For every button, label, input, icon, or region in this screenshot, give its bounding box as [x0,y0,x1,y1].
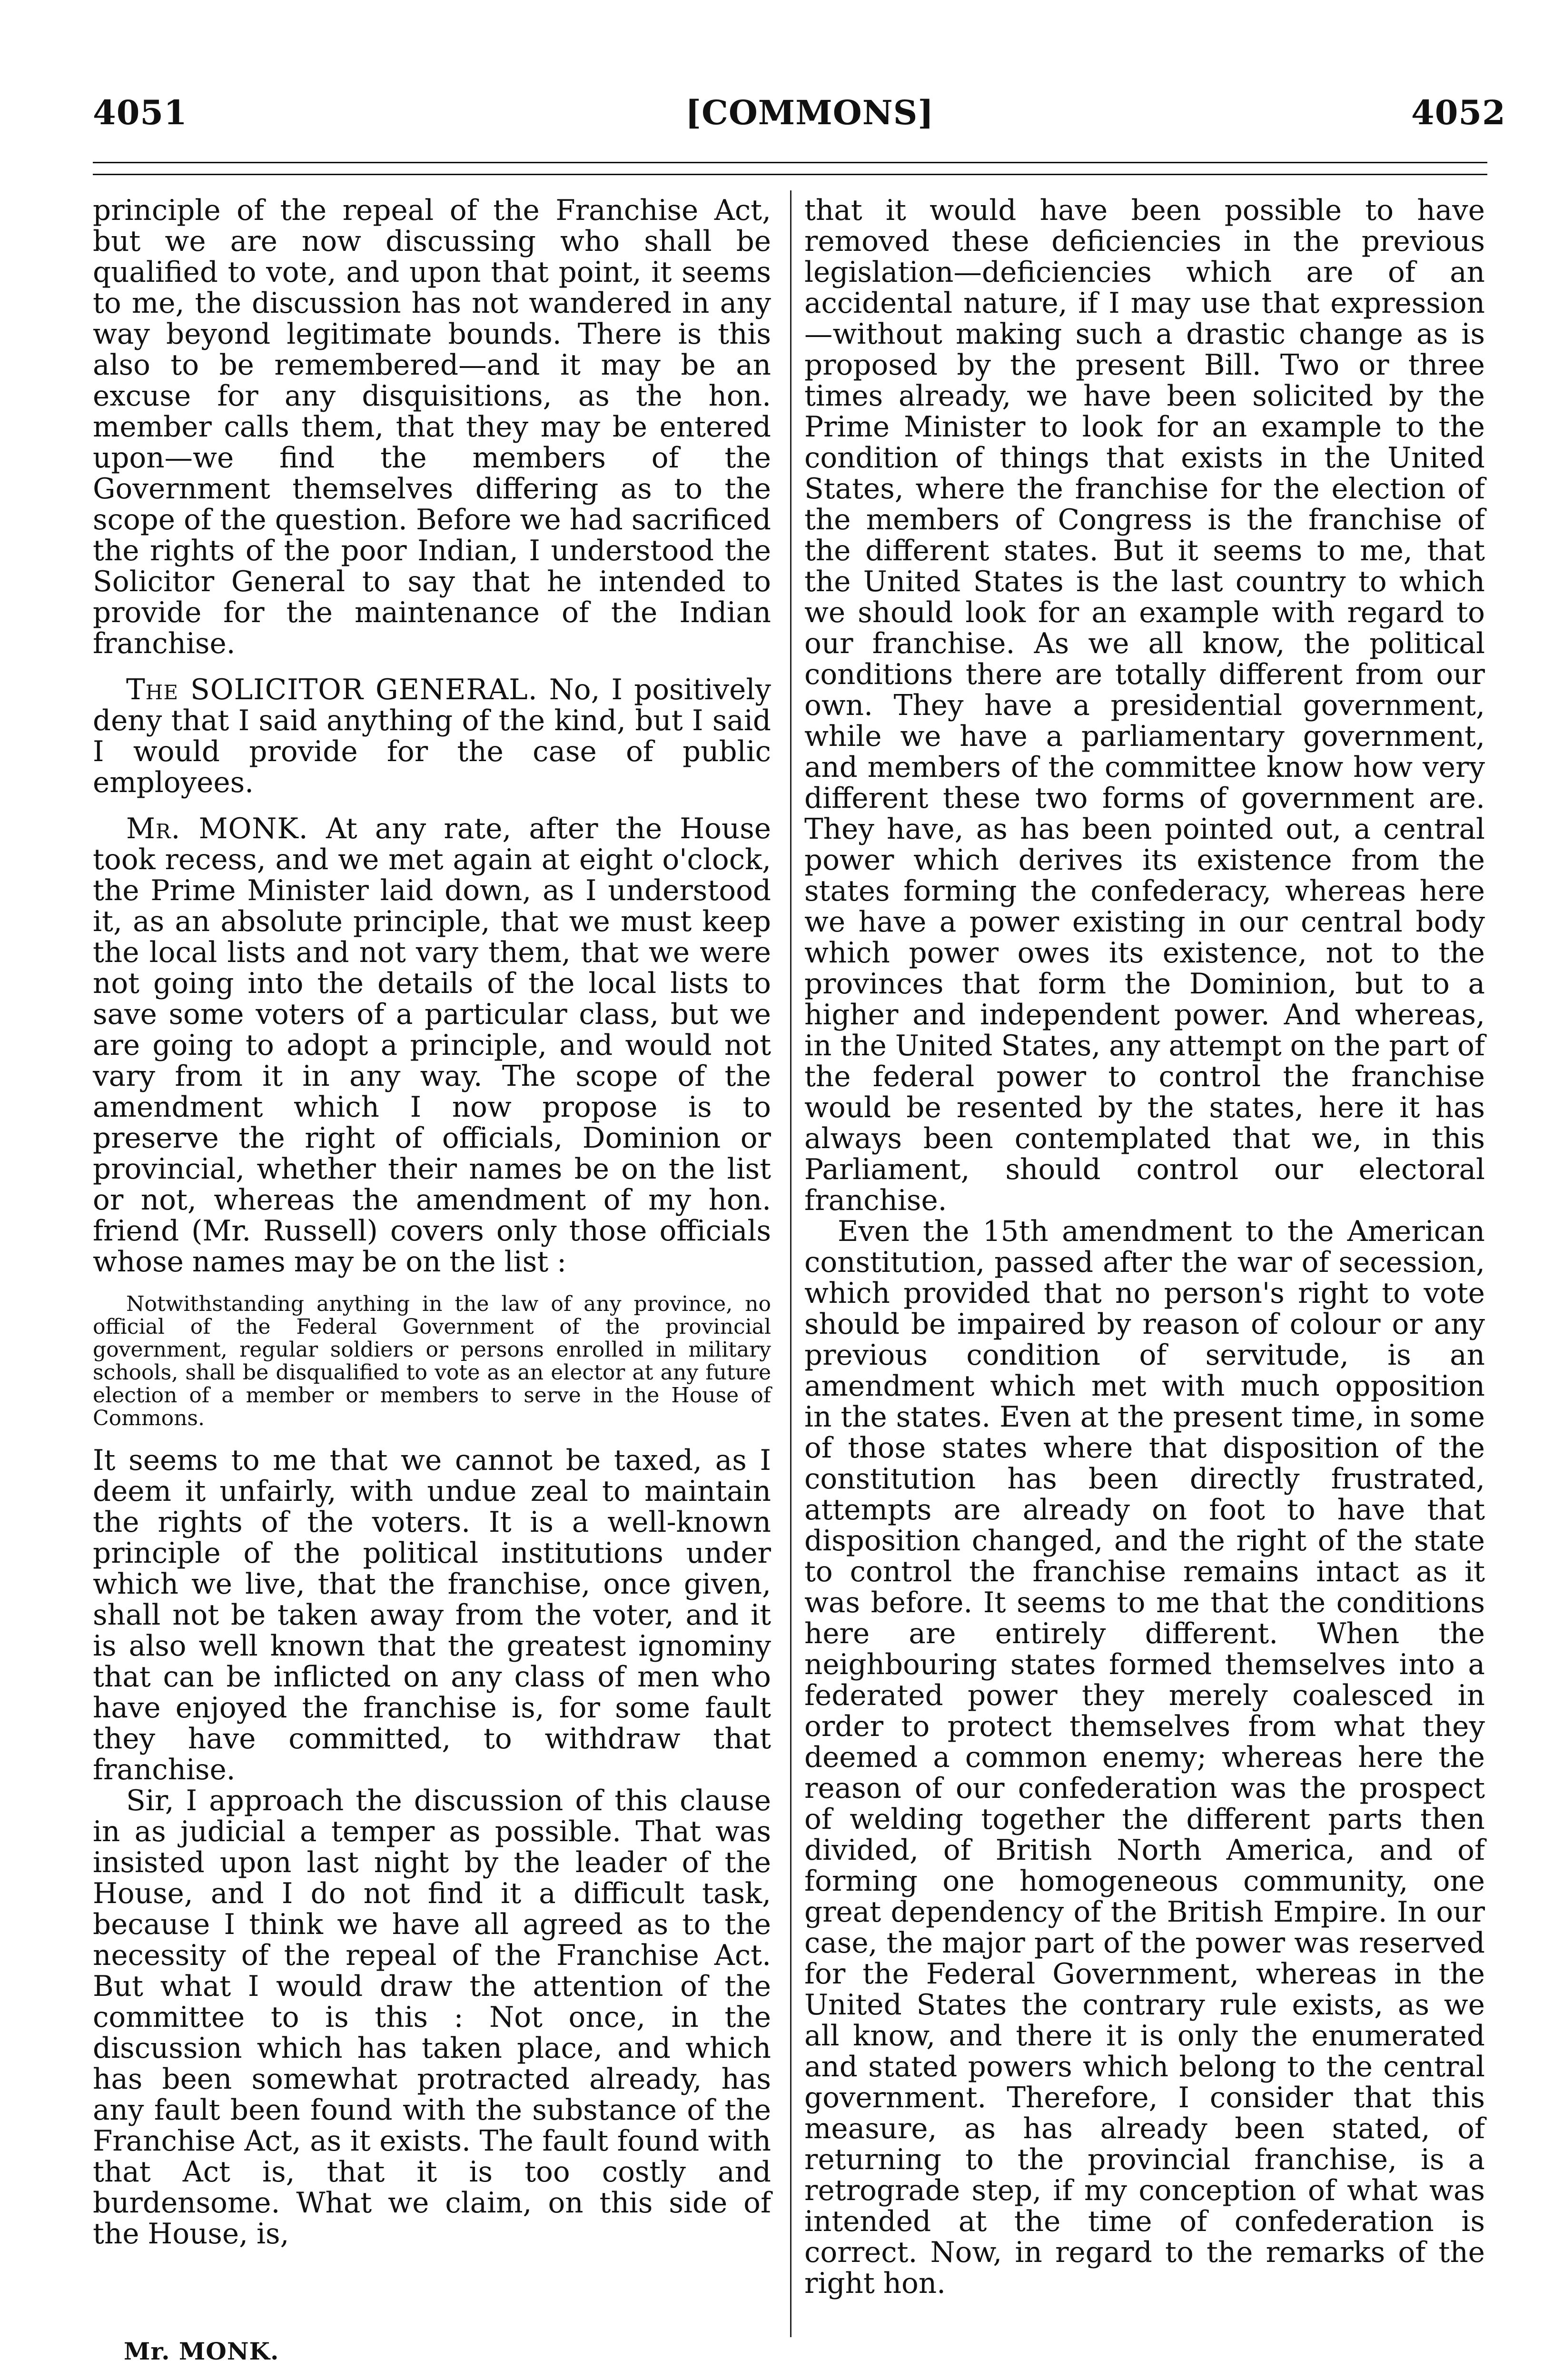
right-paragraph-1: that it would have been possible to have removed these deficiencies in the previous legislation—deficiencies which are of an accidental nature, if I may use that expression—without making such a drastic change as is proposed by the present Bill. Two or three times already, we have been solicited by the Prime Minister to look for an example to the condition of things that exists in the United States, where the franchise for the election of the members of Congress is the franchise of the different states. But it seems to me, that the United States is the last country to which we should look for an example with regard to our franchise. As we all know, the political conditions there are totally different from our own. They have a presidential government, while we have a parliamentary government, and members of the committee know how very different these two forms of government are. They have, as has been pointed out, a central power which derives its existence from the states forming the confederacy, whereas here we have a power existing in our central body which power owes its existence, not to the provinces that form the Dominion, but to a higher and independent power. And whereas, in the United States, any attempt on the part of the federal power to control the franchise would be resented by the states, here it has always been contemplated that we, in this Parliament, should control our electoral franchise. [804,194,1485,1217]
left-page-number: 4051 [93,93,188,132]
right-paragraph-2: Even the 15th amendment to the American constitution, passed after the war of secession, which provided that no person's right to vote should be impaired by reason of colour or any previous condition of servitude, is an amendment which met with much opposition in the states. Even at the present time, in some of those states where that disposition of the constitution has been directly frustrated, attempts are already on foot to have that disposition changed, and the right of the state to control the franchise remains intact as it was before. It seems to me that the conditions here are entirely different. When the neighbouring states formed themselves into a federated power they merely coalesced in order to protect themselves from what they deemed a common enemy; whereas here the reason of our confederation was the prospect of welding together the different parts then divided, of British North America, and of forming one homogeneous community, one great dependency of the British Empire. In our case, the major part of the power was reserved for the Federal Government, whereas in the United States the contrary rule exists, as we all know, and there it is only the enumerated and stated powers which belong to the central government. Therefore, I consider that this measure, as has already been stated, of returning to the provincial franchise, is a retrograde step, if my conception of what was intended at the time of confederation is correct. Now, in regard to the remarks of the right hon. [804,1215,1485,2300]
header-rule-bottom [93,174,1487,175]
left-paragraph-3 [93,813,771,1278]
left-paragraph-1: principle of the repeal of the Franchise Act, but we are now discussing who shall be qualified to vote, and upon that point, it seems to me, the discussion has not wandered in any way beyond legitimate bounds. There is this also to be remembered—and it may be an excuse for any disquisitions, as the hon. member calls them, that they may be entered upon—we find the members of the Government themselves differing as to the scope of the question. Before we had sacrificed the rights of the poor Indian, I understood the Solicitor General to say that he intended to provide for the maintenance of the Indian franchise. [93,194,771,660]
running-head: [COMMONS] [685,93,934,132]
amendment-quote: Notwithstanding anything in the law of any province, no official of the Federal Government of the provincial government, regular soldiers or persons enrolled in military schools, shall be disqualified to vote as an elector at any future election of a member or members to serve in the House of Commons. [93,1292,771,1430]
speech-text: No, I positively deny that I said anything of the kind, but I said I would provide for the case of public employees. [93,674,771,799]
left-paragraph-5: Sir, I approach the discussion of this clause in as judicial a temper as possible. That was insisted upon last night by the leader of the House, and I do not find it a difficult task, because I think we have all agreed as to the necessity of the repeal of the Franchise Act. But what I would draw the attention of the committee to is this : Not once, in the discussion which has taken place, and which has been somewhat protracted already, has any fault been found with the substance of the Franchise Act, as it exists. The fault found with that Act is, that it is too costly and burdensome. What we claim, on this side of the House, is, [93,1785,771,2251]
speech-text: At any rate, after the House took recess, and we met again at eight o'clock, the Prime Minister laid down, as I understood it, as an absolute principle, that we must keep the local lists and not vary them, that we were not going into the details of the local lists to save some voters of a particular class, but we are going to adopt a principle, and would not vary from it in any way. The scope of the amendment which I now propose is to preserve the right of officials, Dominion or provincial, whether their names be on the list or not, whereas the amendment of my hon. friend (Mr. Russell) covers only those officials whose names may be on the list : [93,813,771,1279]
column-divider [790,190,791,2337]
right-column [804,195,1485,2299]
right-page-number: 4052 [1411,93,1506,132]
speaker-mr-monk: Mr. MONK. [126,813,308,845]
footer-speaker: Mr. MONK. [124,2337,279,2365]
header-rule-top [93,162,1487,163]
left-column [93,195,771,2250]
left-paragraph-2 [93,674,771,798]
speaker-solicitor-general: The SOLICITOR GENERAL. [126,674,538,706]
left-paragraph-4: It seems to me that we cannot be taxed, as I deem it unfairly, with undue zeal to maintain the rights of the voters. It is a well-known principle of the political institutions under which we live, that the franchise, once given, shall not be taken away from the voter, and it is also well known that the greatest ignominy that can be inflicted on any class of men who have enjoyed the franchise is, for some fault they have committed, to withdraw that franchise. [93,1444,771,1786]
